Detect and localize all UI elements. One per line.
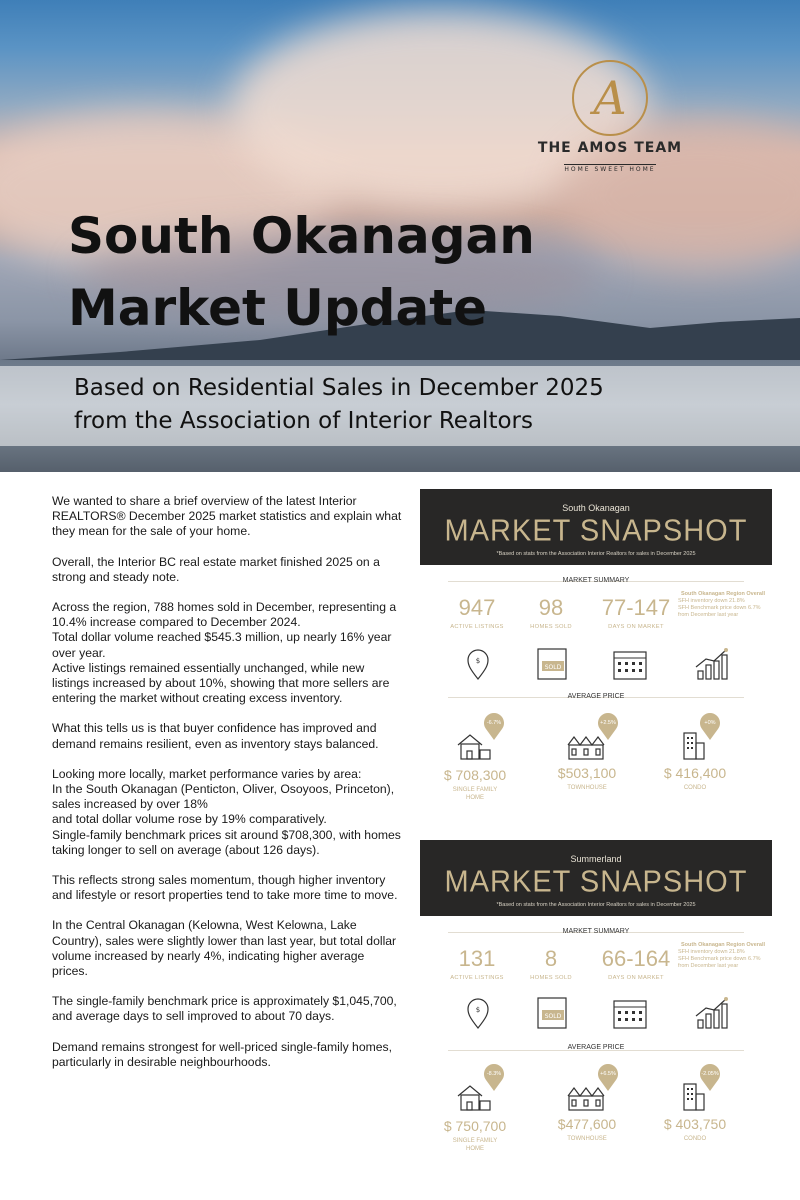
location-pin-icon <box>458 647 498 681</box>
homes-sold-value: 98 <box>538 595 564 620</box>
active-listings-stat <box>442 946 512 981</box>
single-family-price <box>430 767 520 802</box>
subtitle-line-2: from the Association of Interior Realtors <box>74 408 533 434</box>
average-price-label: AVERAGE PRICE <box>567 693 625 700</box>
sold-sign-icon <box>532 647 572 681</box>
townhouse-value: $477,600 <box>557 1116 617 1132</box>
single-family-label: SINGLE FAMILY HOME <box>452 787 498 801</box>
region-note-line: SFH inventory down 21.8% <box>678 949 745 955</box>
single-family-house-icon <box>454 729 494 763</box>
location-pin-icon <box>458 996 498 1030</box>
market-snapshot-summerland <box>420 840 772 1160</box>
condo-price <box>652 765 738 792</box>
snapshot-area: South Okanagan <box>562 503 630 513</box>
condo-value: $ 416,400 <box>663 765 727 781</box>
paragraph: The single-family benchmark price is approximately $1,045,700, and average days to sell improved to about 70 days. <box>52 994 397 1024</box>
paragraph: Across the region, 788 homes sold in December, representing a 10.4% increase compared to December 2024. Total dollar volume reached $545.3 million, up nearly 16% year over year. Active listings remained essentially unchanged, while new listings increased by about 10%, showing that more sellers are entering the market without creating excess inventory. <box>52 600 397 706</box>
snapshot-header <box>420 840 772 916</box>
single-family-price <box>430 1118 520 1153</box>
homes-sold-label: HOMES SOLD <box>530 975 572 981</box>
days-on-market-label: DAYS ON MARKET <box>608 975 664 981</box>
snapshot-title: MARKET SNAPSHOT <box>444 865 748 899</box>
calendar-icon <box>610 996 650 1030</box>
single-family-change: -8.3% <box>486 1071 502 1077</box>
single-family-value: $ 708,300 <box>443 767 507 783</box>
single-family-label: SINGLE FAMILY HOME <box>452 1138 498 1152</box>
paragraph: Demand remains strongest for well-priced single-family homes, particularly in desirable neighbourhoods. <box>52 1039 393 1069</box>
townhouse-change: +6.5% <box>600 1071 616 1077</box>
svg-text:$: $ <box>475 657 481 665</box>
single-family-change: -6.7% <box>486 720 502 726</box>
average-price-label: AVERAGE PRICE <box>567 1044 625 1051</box>
townhouse-icon <box>566 729 606 763</box>
article-body <box>52 494 402 1085</box>
market-summary-label: MARKET SUMMARY <box>562 928 630 935</box>
logo-name: THE AMOS TEAM <box>537 140 683 156</box>
active-listings-value: 131 <box>458 946 496 971</box>
growth-chart-icon <box>692 996 732 1030</box>
paragraph: This reflects strong sales momentum, though higher inventory and lifestyle or resort properties tend to take more time to move. <box>52 873 398 903</box>
subtitle-line-1: Based on Residential Sales in December 2025 <box>74 375 604 401</box>
sold-sign-icon <box>532 996 572 1030</box>
homes-sold-label: HOMES SOLD <box>530 624 572 630</box>
market-summary-label: MARKET SUMMARY <box>562 577 630 584</box>
hero-banner <box>0 0 800 472</box>
region-note <box>678 591 768 619</box>
growth-chart-icon <box>692 647 732 681</box>
snapshot-title: MARKET SNAPSHOT <box>444 514 748 548</box>
active-listings-value: 947 <box>458 595 496 620</box>
townhouse-icon <box>566 1080 606 1114</box>
logo-monogram: A <box>572 60 648 136</box>
market-snapshot-south-okanagan <box>420 489 772 809</box>
amos-team-logo <box>528 60 692 175</box>
condo-value: $ 403,750 <box>663 1116 727 1132</box>
homes-sold-value: 8 <box>544 946 558 971</box>
single-family-house-icon <box>454 1080 494 1114</box>
page-subtitle <box>74 372 774 438</box>
calendar-icon <box>610 647 650 681</box>
condo-label: CONDO <box>683 785 707 791</box>
active-listings-label: ACTIVE LISTINGS <box>450 624 504 630</box>
svg-text:SOLD: SOLD <box>544 664 562 671</box>
condo-building-icon <box>676 729 716 763</box>
days-on-market-stat <box>596 946 676 981</box>
days-on-market-value: 77-147 <box>601 595 671 620</box>
townhouse-price <box>546 1116 628 1143</box>
townhouse-change: +2.5% <box>600 720 616 726</box>
snapshot-area: Summerland <box>570 854 622 864</box>
townhouse-price <box>546 765 628 792</box>
region-note-line: SFH Benchmark price down 6.7% from December last year <box>678 605 761 618</box>
condo-change: -2.05% <box>701 1071 719 1077</box>
logo-tagline: HOME SWEET HOME <box>564 166 656 173</box>
paragraph: Overall, the Interior BC real estate market finished 2025 on a strong and steady note. <box>52 554 380 584</box>
page-title <box>68 200 628 344</box>
condo-label: CONDO <box>683 1136 707 1142</box>
days-on-market-label: DAYS ON MARKET <box>608 624 664 630</box>
townhouse-label: TOWNHOUSE <box>567 785 607 791</box>
active-listings-stat <box>442 595 512 630</box>
snapshot-note: *Based on stats from the Association Interior Realtors for sales in December 2025 <box>496 551 696 557</box>
homes-sold-stat <box>516 595 586 630</box>
homes-sold-stat <box>516 946 586 981</box>
condo-building-icon <box>676 1080 716 1114</box>
townhouse-label: TOWNHOUSE <box>567 1136 607 1142</box>
paragraph: Looking more locally, market performance varies by area: In the South Okanagan (Penticton, Oliver, Osoyoos, Princeton), sales increased by over 18% and total dollar volume rose by 19% comparatively. Single-family benchmark prices sit around $708,300, with homes taking longer to sell on average (about 126 days). <box>52 766 401 857</box>
days-on-market-value: 66-164 <box>601 946 671 971</box>
days-on-market-stat <box>596 595 676 630</box>
title-line-2: Market Update <box>68 279 488 337</box>
region-note <box>678 942 768 970</box>
condo-change: +0% <box>704 720 716 726</box>
region-note-line: SFH Benchmark price down 6.7% from December last year <box>678 956 761 969</box>
paragraph: We wanted to share a brief overview of the latest Interior REALTORS® December 2025 market statistics and explain what they mean for the sale of your home. <box>52 494 402 539</box>
active-listings-label: ACTIVE LISTINGS <box>450 975 504 981</box>
snapshot-note: *Based on stats from the Association Interior Realtors for sales in December 2025 <box>496 902 696 908</box>
region-note-title: South Okanagan Region Overall <box>680 942 766 948</box>
condo-price <box>652 1116 738 1143</box>
townhouse-value: $503,100 <box>557 765 617 781</box>
single-family-value: $ 750,700 <box>443 1118 507 1134</box>
svg-text:$: $ <box>475 1006 481 1014</box>
snapshot-header <box>420 489 772 565</box>
region-note-line: SFH inventory down 21.8% <box>678 598 745 604</box>
svg-text:SOLD: SOLD <box>544 1013 562 1020</box>
title-line-1: South Okanagan <box>68 207 535 265</box>
region-note-title: South Okanagan Region Overall <box>680 591 766 597</box>
paragraph: What this tells us is that buyer confidence has improved and demand remains resilient, even as inventory stays balanced. <box>52 721 379 751</box>
paragraph: In the Central Okanagan (Kelowna, West Kelowna, Lake Country), sales were slightly lower than last year, but total dollar volume increased by nearly 4%, indicating higher average prices. <box>52 918 397 979</box>
